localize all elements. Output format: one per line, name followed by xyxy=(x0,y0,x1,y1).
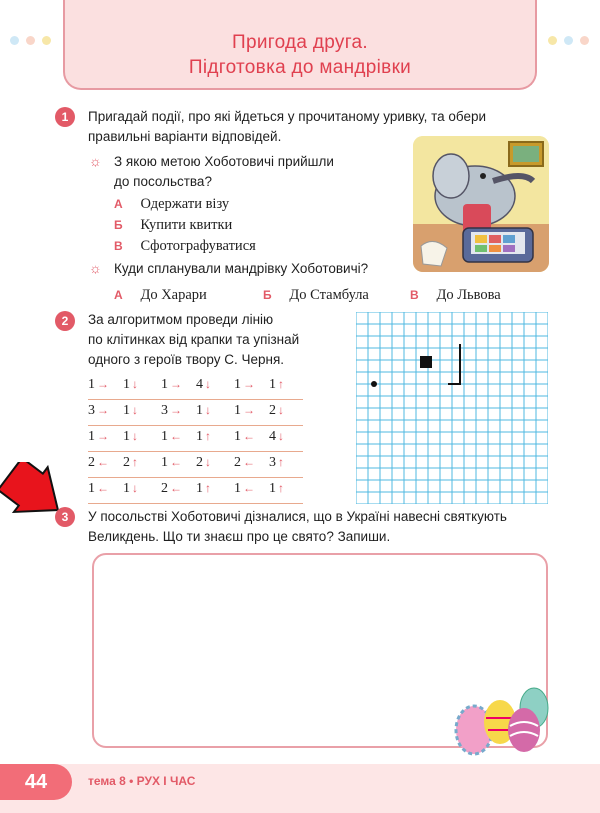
row-divider xyxy=(88,503,303,504)
direction-arrow-icon: ↑ xyxy=(205,429,211,443)
step-count: 4 xyxy=(269,429,276,444)
algorithm-step xyxy=(88,455,109,471)
step-count: 1 xyxy=(88,481,95,496)
step-count: 1 xyxy=(269,481,276,496)
algorithm-step xyxy=(269,481,284,497)
direction-arrow-icon: → xyxy=(243,377,255,391)
direction-arrow-icon: ↓ xyxy=(205,377,211,391)
direction-arrow-icon: ↓ xyxy=(132,377,138,391)
direction-arrow-icon: ↓ xyxy=(278,429,284,443)
option-text: Купити квитки xyxy=(140,217,233,233)
footer-bar xyxy=(0,764,600,813)
sample-line xyxy=(448,344,460,384)
step-count: 2 xyxy=(123,455,130,470)
algorithm-step xyxy=(88,481,109,497)
step-count: 1 xyxy=(234,429,241,444)
algorithm-row xyxy=(88,481,303,501)
direction-arrow-icon: ↑ xyxy=(278,481,284,495)
direction-arrow-icon: ↑ xyxy=(205,481,211,495)
option-text: До Харари xyxy=(140,287,207,303)
algorithm-step xyxy=(234,455,255,471)
page-title-line1: Пригода друга. xyxy=(232,32,368,53)
algorithm-step xyxy=(161,481,182,497)
row-divider xyxy=(88,399,303,400)
step-count: 3 xyxy=(161,403,168,418)
option-text: Сфотографуватися xyxy=(140,238,256,254)
option-text: До Стамбула xyxy=(289,287,369,303)
task1-number: 1 xyxy=(55,107,75,127)
option-a[interactable] xyxy=(114,193,229,215)
direction-arrow-icon: ↓ xyxy=(132,403,138,417)
direction-arrow-icon: → xyxy=(97,377,109,391)
step-count: 4 xyxy=(196,377,203,392)
footer-theme: тема 8 • РУХ І ЧАС xyxy=(88,774,196,788)
algorithm-row xyxy=(88,429,303,449)
step-count: 1 xyxy=(123,403,130,418)
algorithm-step xyxy=(234,429,255,445)
direction-arrow-icon: ← xyxy=(97,455,109,469)
option-letter: Б xyxy=(263,288,272,302)
task2-line1: За алгоритмом проведи лінію xyxy=(88,312,274,327)
algorithm-row xyxy=(88,403,303,423)
option-c[interactable] xyxy=(410,284,501,306)
algorithm-step xyxy=(196,481,211,497)
direction-arrow-icon: ← xyxy=(170,429,182,443)
option-b[interactable] xyxy=(263,284,369,306)
algorithm-step xyxy=(123,429,138,445)
step-count: 1 xyxy=(196,481,203,496)
row-divider xyxy=(88,451,303,452)
step-count: 3 xyxy=(269,455,276,470)
algorithm-step xyxy=(269,429,284,445)
task3-line1: У посольстві Хоботовичі дізналися, що в Україні навесні святкують xyxy=(88,509,507,524)
option-letter: А xyxy=(114,197,123,211)
page-title-line2: Підготовка до мандрівки xyxy=(188,57,412,78)
step-count: 1 xyxy=(88,429,95,444)
algorithm-step xyxy=(88,403,109,419)
step-count: 1 xyxy=(123,481,130,496)
algorithm-step xyxy=(88,429,109,445)
algorithm-step xyxy=(161,377,182,393)
direction-arrow-icon: → xyxy=(97,429,109,443)
direction-arrow-icon: ↓ xyxy=(132,429,138,443)
option-c[interactable] xyxy=(114,235,256,257)
direction-arrow-icon: ← xyxy=(243,455,255,469)
task3-line2: Великдень. Що ти знаєш про це свято? Запиши. xyxy=(88,529,391,544)
step-count: 1 xyxy=(123,429,130,444)
task1-q1-line1: З якою метою Хоботовичі прийшли xyxy=(114,154,334,169)
option-letter: А xyxy=(114,288,123,302)
option-letter: В xyxy=(114,239,123,253)
easter-eggs-illustration xyxy=(448,678,558,758)
task3-number: 3 xyxy=(55,507,75,527)
algorithm-row xyxy=(88,377,303,397)
algorithm-step xyxy=(161,429,182,445)
step-count: 2 xyxy=(234,455,241,470)
option-text: До Львова xyxy=(436,287,501,303)
direction-arrow-icon: ↓ xyxy=(205,403,211,417)
algorithm-step xyxy=(196,377,211,393)
direction-arrow-icon: ← xyxy=(170,455,182,469)
step-count: 1 xyxy=(196,403,203,418)
step-count: 1 xyxy=(88,377,95,392)
direction-arrow-icon: ↓ xyxy=(205,455,211,469)
option-a[interactable] xyxy=(114,284,207,306)
option-text: Одержати візу xyxy=(140,196,230,212)
step-count: 1 xyxy=(234,403,241,418)
algorithm-step xyxy=(123,455,138,471)
step-count: 1 xyxy=(196,429,203,444)
step-count: 1 xyxy=(123,377,130,392)
task2-line3: одного з героїв твору С. Черня. xyxy=(88,352,285,367)
algorithm-step xyxy=(196,429,211,445)
algorithm-step xyxy=(234,403,255,419)
black-square-mark xyxy=(420,356,432,368)
step-count: 1 xyxy=(161,377,168,392)
start-dot xyxy=(371,381,377,387)
step-count: 1 xyxy=(234,377,241,392)
step-count: 1 xyxy=(269,377,276,392)
direction-arrow-icon: → xyxy=(170,403,182,417)
dot-grid[interactable] xyxy=(356,312,548,504)
step-count: 2 xyxy=(88,455,95,470)
page-title-box xyxy=(63,0,537,90)
option-letter: В xyxy=(410,288,419,302)
row-divider xyxy=(88,425,303,426)
option-b[interactable] xyxy=(114,214,232,236)
algorithm-step xyxy=(234,481,255,497)
algorithm-step xyxy=(88,377,109,393)
step-count: 2 xyxy=(269,403,276,418)
algorithm-step xyxy=(234,377,255,393)
direction-arrow-icon: ← xyxy=(170,481,182,495)
algorithm-step xyxy=(161,403,182,419)
task2-line2: по клітинках від крапки та упізнай xyxy=(88,332,300,347)
algorithm-step xyxy=(269,377,284,393)
step-count: 2 xyxy=(196,455,203,470)
algorithm-step xyxy=(123,403,138,419)
task2-number: 2 xyxy=(55,311,75,331)
algorithm-row xyxy=(88,455,303,475)
step-count: 2 xyxy=(161,481,168,496)
task1-q2-text: Куди спланували мандрівку Хоботовичі? xyxy=(114,261,369,276)
direction-arrow-icon: ↓ xyxy=(132,481,138,495)
direction-arrow-icon: → xyxy=(243,403,255,417)
direction-arrow-icon: ↑ xyxy=(132,455,138,469)
direction-arrow-icon: ← xyxy=(243,429,255,443)
option-letter: Б xyxy=(114,218,123,232)
direction-arrow-icon: ↓ xyxy=(278,403,284,417)
algorithm-step xyxy=(161,455,182,471)
algorithm-step xyxy=(269,455,284,471)
direction-arrow-icon: ↑ xyxy=(278,455,284,469)
step-count: 1 xyxy=(234,481,241,496)
step-count: 3 xyxy=(88,403,95,418)
direction-arrow-icon: ← xyxy=(243,481,255,495)
step-count: 1 xyxy=(161,455,168,470)
sun-bullet-icon: ☼ xyxy=(89,260,102,276)
elephant-suitcase-illustration xyxy=(413,136,549,272)
algorithm-step xyxy=(196,403,211,419)
algorithm-step xyxy=(123,481,138,497)
task1-q1-line2: до посольства? xyxy=(114,174,212,189)
page-number: 44 xyxy=(0,764,72,800)
task1-instruction-line1: Пригадай події, про які йдеться у прочитаному уривку, та обери xyxy=(88,109,487,124)
direction-arrow-icon: → xyxy=(97,403,109,417)
algorithm-step xyxy=(269,403,284,419)
algorithm-step xyxy=(196,455,211,471)
task1-instruction-line2: правильні варіанти відповідей. xyxy=(88,129,282,144)
algorithm-step xyxy=(123,377,138,393)
sun-bullet-icon: ☼ xyxy=(89,153,102,169)
direction-arrow-icon: → xyxy=(170,377,182,391)
direction-arrow-icon: ← xyxy=(97,481,109,495)
step-count: 1 xyxy=(161,429,168,444)
direction-arrow-icon: ↑ xyxy=(278,377,284,391)
row-divider xyxy=(88,477,303,478)
